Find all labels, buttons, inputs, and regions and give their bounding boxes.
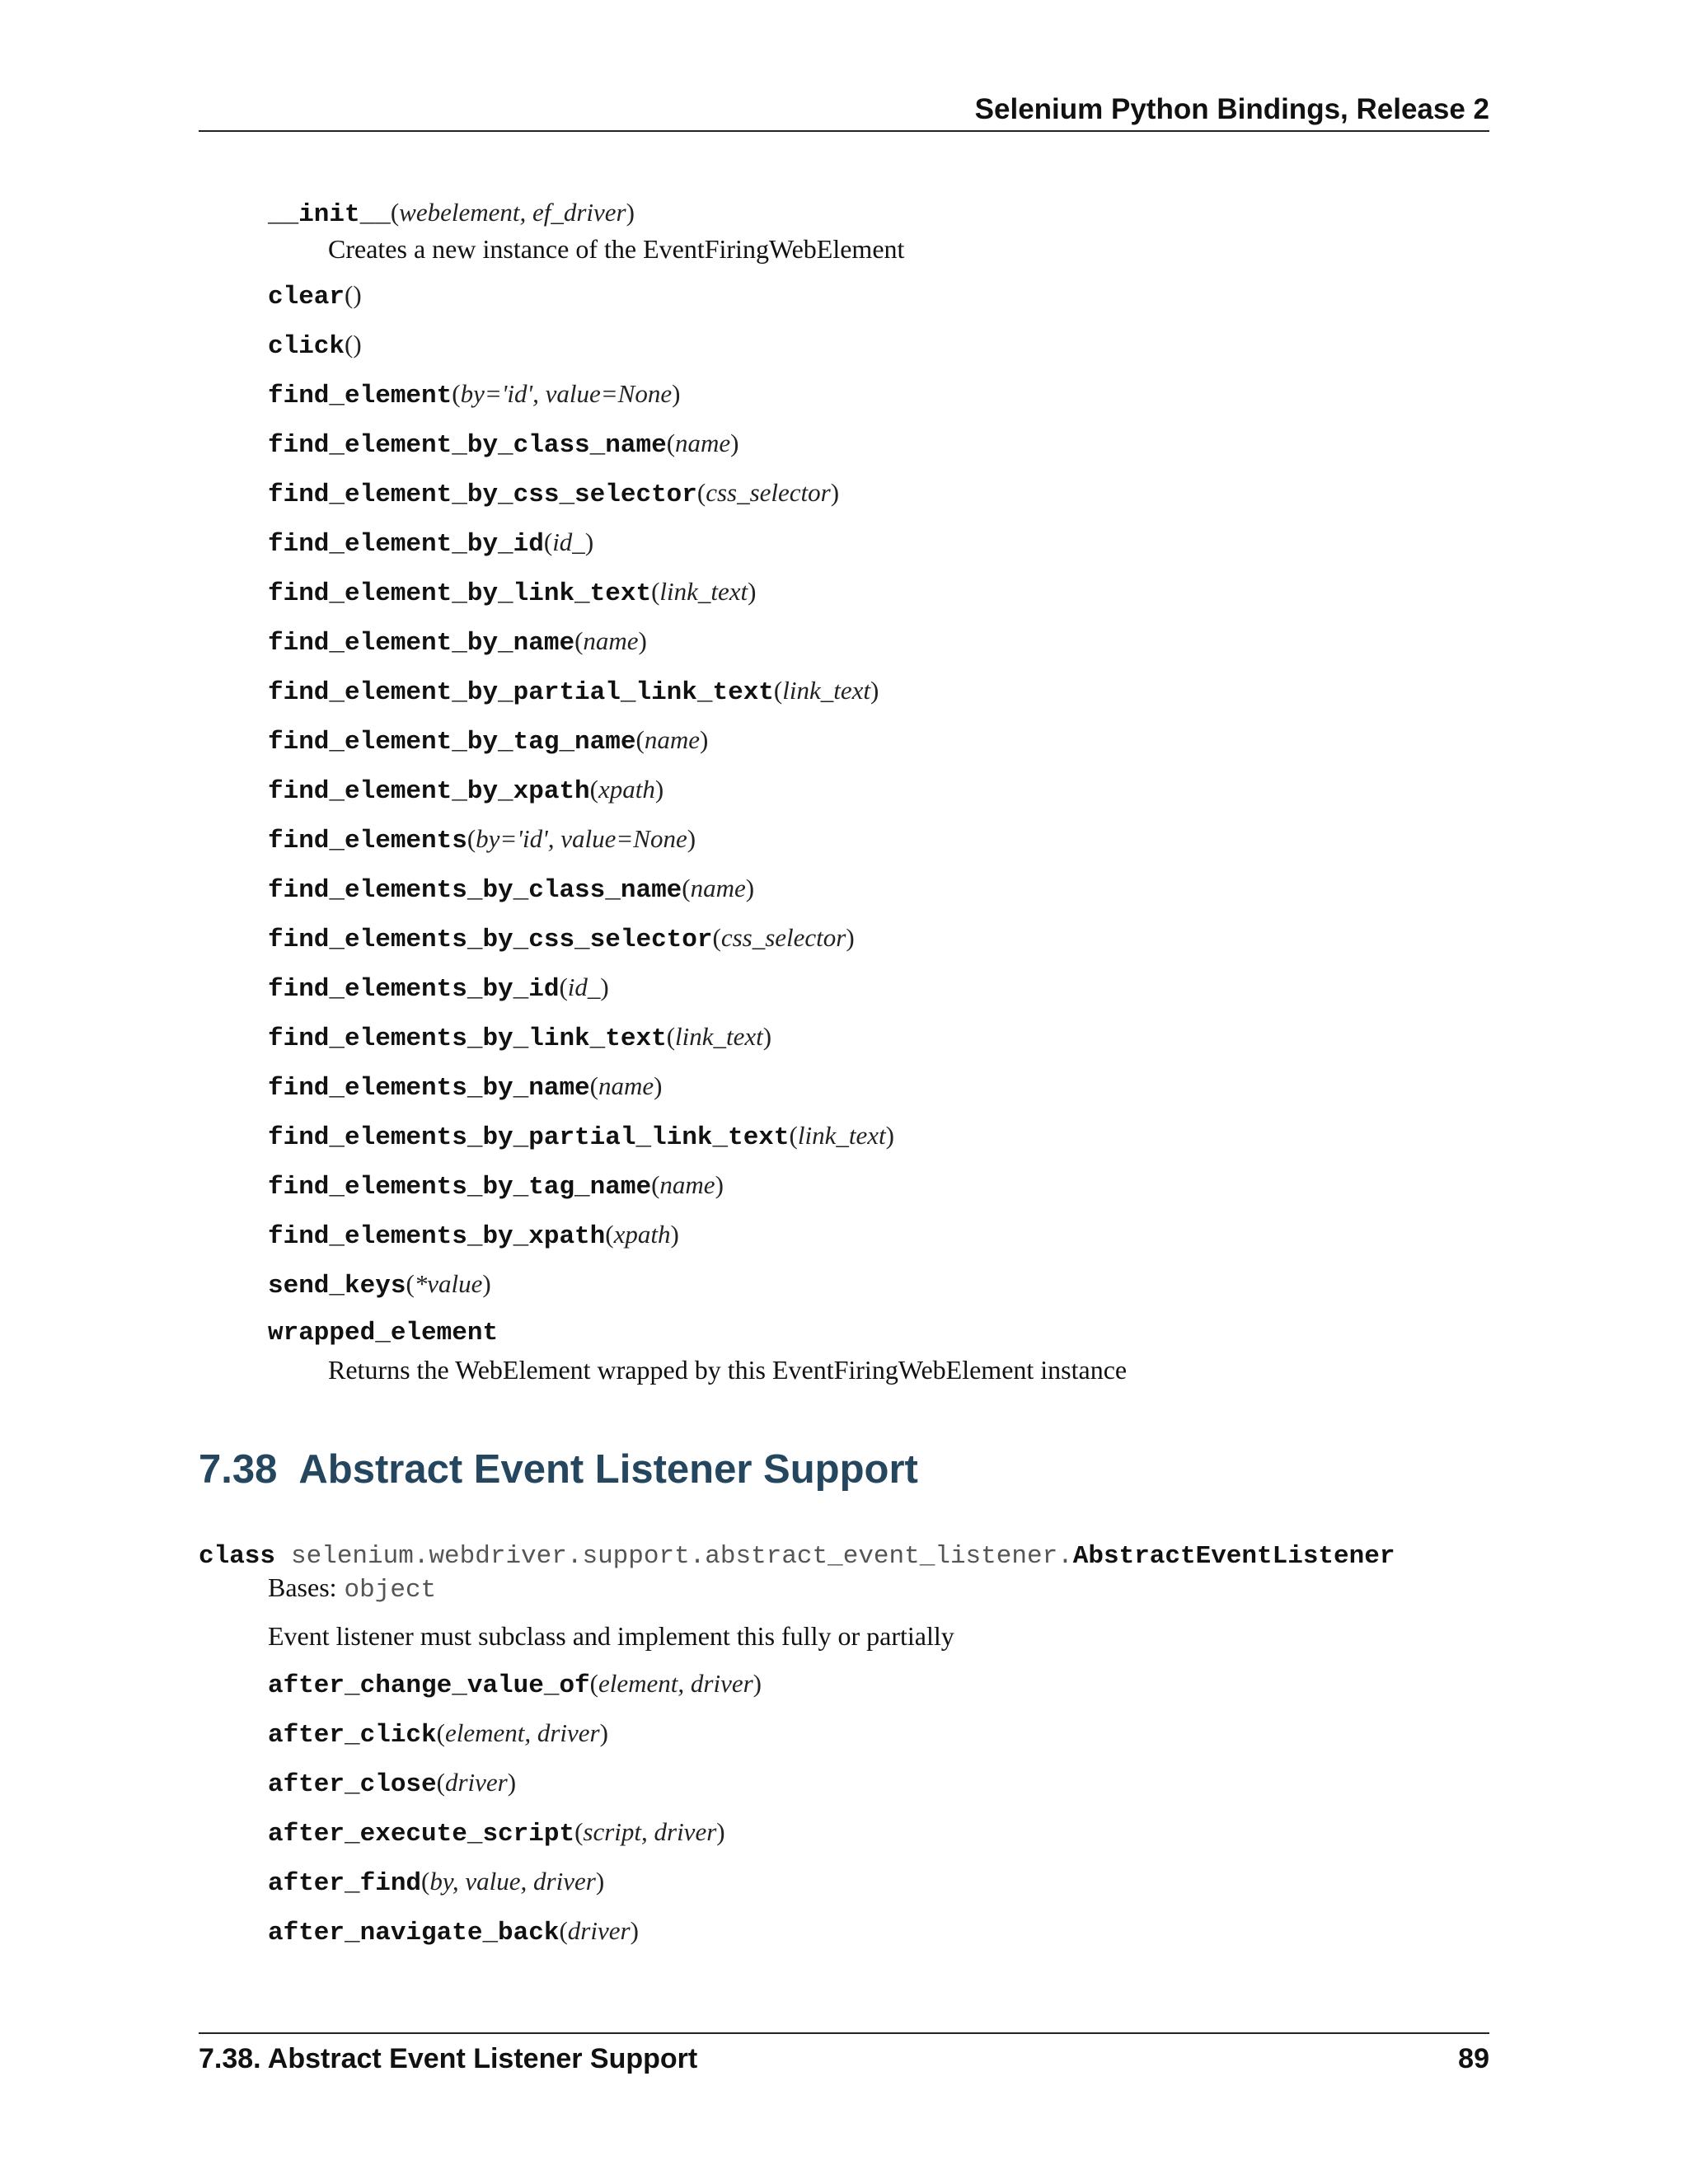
- method-params: link_text: [675, 1022, 763, 1051]
- method-name: find_element_by_id: [268, 530, 544, 559]
- method-params: link_text: [797, 1121, 886, 1150]
- method-name: find_elements_by_class_name: [268, 876, 682, 905]
- method-signature: click ( ): [268, 330, 362, 361]
- method-params: link_text: [782, 676, 870, 705]
- attribute-name: wrapped_element: [268, 1319, 499, 1347]
- bases-label: Bases:: [268, 1572, 337, 1602]
- method-name: find_element_by_tag_name: [268, 728, 636, 757]
- method-signature: find_element_by_tag_name ( name ): [268, 725, 709, 757]
- method-params: css_selector: [720, 923, 846, 952]
- method-name: find_elements_by_link_text: [268, 1024, 667, 1053]
- method-description: Creates a new instance of the EventFiringWebElement: [328, 234, 905, 264]
- attribute-description: Returns the WebElement wrapped by this EventFiringWebElement instance: [328, 1355, 1128, 1385]
- method-name: find_element_by_partial_link_text: [268, 678, 774, 707]
- running-footer: [199, 2032, 1489, 2083]
- method-params: name: [690, 874, 746, 902]
- method-params: name: [675, 429, 731, 457]
- method-name: find_elements_by_tag_name: [268, 1173, 652, 1202]
- method-name: after_navigate_back: [268, 1919, 560, 1947]
- method-signature: send_keys ( *value ): [268, 1269, 491, 1301]
- method-name: find_element_by_class_name: [268, 431, 667, 460]
- class-module-path: selenium.webdriver.support.abstract_event_listener.: [291, 1542, 1073, 1571]
- method-params: xpath: [613, 1220, 671, 1249]
- method-signature: find_element_by_partial_link_text ( link_text ): [268, 676, 879, 707]
- method-name: after_execute_script: [268, 1820, 575, 1849]
- method-name: find_element: [268, 382, 452, 410]
- class-signature: [199, 1542, 1395, 1571]
- method-params: element, driver: [598, 1669, 753, 1698]
- class-description: Event listener must subclass and implement this fully or partially: [268, 1621, 954, 1651]
- method-signature: after_find ( by, value, driver ): [268, 1867, 605, 1898]
- method-signature: find_elements_by_id ( id_ ): [268, 972, 609, 1004]
- method-signature: find_element_by_name ( name ): [268, 626, 647, 658]
- method-signature: __init__ ( webelement, ef_driver ): [268, 198, 635, 229]
- method-signature: find_elements_by_link_text ( link_text ): [268, 1022, 772, 1053]
- method-params: link_text: [659, 577, 748, 606]
- method-name: find_element_by_xpath: [268, 777, 590, 806]
- method-name: find_elements: [268, 827, 467, 855]
- method-params: name: [659, 1170, 715, 1199]
- class-name: AbstractEventListener: [1072, 1542, 1395, 1571]
- method-signature: find_element_by_link_text ( link_text ): [268, 577, 757, 608]
- class-keyword: class: [199, 1542, 276, 1571]
- method-name: find_elements_by_name: [268, 1074, 590, 1103]
- method-name: send_keys: [268, 1272, 406, 1301]
- method-signature: after_execute_script ( script, driver ): [268, 1817, 725, 1849]
- method-signature: after_change_value_of ( element, driver ): [268, 1669, 762, 1700]
- method-signature: find_element_by_css_selector ( css_selector ): [268, 478, 840, 509]
- method-params: driver: [567, 1916, 631, 1945]
- method-params: css_selector: [706, 478, 831, 507]
- method-signature: find_element ( by='id', value=None ): [268, 379, 681, 410]
- section-heading: [199, 1446, 918, 1493]
- method-name: after_click: [268, 1721, 437, 1750]
- method-signature: find_elements ( by='id', value=None ): [268, 824, 696, 855]
- method-name: find_element_by_css_selector: [268, 480, 697, 509]
- method-name: click: [268, 332, 345, 361]
- page-number: 89: [1458, 2042, 1489, 2074]
- method-params: by='id', value=None: [460, 379, 673, 408]
- method-name: find_elements_by_partial_link_text: [268, 1123, 790, 1152]
- method-signature: clear ( ): [268, 280, 362, 312]
- method-signature: after_navigate_back ( driver ): [268, 1916, 639, 1947]
- method-params: element, driver: [444, 1718, 600, 1747]
- section-number: 7.38: [199, 1447, 278, 1492]
- method-params: xpath: [598, 775, 655, 804]
- method-params: driver: [444, 1768, 508, 1797]
- method-name: after_close: [268, 1770, 437, 1799]
- method-params: webelement, ef_driver: [399, 198, 626, 227]
- method-params: script, driver: [583, 1817, 717, 1846]
- method-params: id_: [567, 972, 601, 1001]
- method-params: by='id', value=None: [476, 824, 687, 853]
- footer-section: 7.38. Abstract Event Listener Support: [199, 2042, 698, 2074]
- method-params: id_: [552, 527, 585, 556]
- method-signature: after_click ( element, driver ): [268, 1718, 608, 1750]
- method-name: after_change_value_of: [268, 1671, 590, 1700]
- method-signature: find_elements_by_name ( name ): [268, 1071, 663, 1103]
- method-signature: find_element_by_class_name ( name ): [268, 429, 739, 460]
- bases-value: object: [344, 1576, 437, 1605]
- method-params: name: [644, 725, 700, 754]
- method-params: *value: [414, 1269, 483, 1298]
- method-signature: after_close ( driver ): [268, 1768, 517, 1799]
- method-signature: find_elements_by_xpath ( xpath ): [268, 1220, 679, 1251]
- method-name: find_elements_by_css_selector: [268, 926, 713, 954]
- running-header: Selenium Python Bindings, Release 2: [199, 89, 1489, 132]
- method-signature: find_elements_by_tag_name ( name ): [268, 1170, 724, 1202]
- method-name: after_find: [268, 1869, 422, 1898]
- method-name: find_elements_by_xpath: [268, 1222, 606, 1251]
- method-name: __init__: [268, 200, 391, 229]
- method-params: by, value, driver: [429, 1867, 596, 1896]
- method-signature: find_elements_by_partial_link_text ( link_text ): [268, 1121, 894, 1152]
- method-signature: find_element_by_id ( id_ ): [268, 527, 594, 559]
- method-signature: find_elements_by_class_name ( name ): [268, 874, 755, 905]
- method-params: name: [583, 626, 639, 655]
- method-name: find_element_by_link_text: [268, 579, 652, 608]
- method-signature: find_elements_by_css_selector ( css_selector ): [268, 923, 855, 954]
- method-name: find_elements_by_id: [268, 975, 560, 1004]
- method-name: find_element_by_name: [268, 629, 575, 658]
- method-params: name: [598, 1071, 654, 1100]
- class-bases: [268, 1572, 436, 1605]
- method-signature: find_element_by_xpath ( xpath ): [268, 775, 664, 806]
- method-name: clear: [268, 283, 345, 312]
- section-title: Abstract Event Listener Support: [298, 1447, 918, 1492]
